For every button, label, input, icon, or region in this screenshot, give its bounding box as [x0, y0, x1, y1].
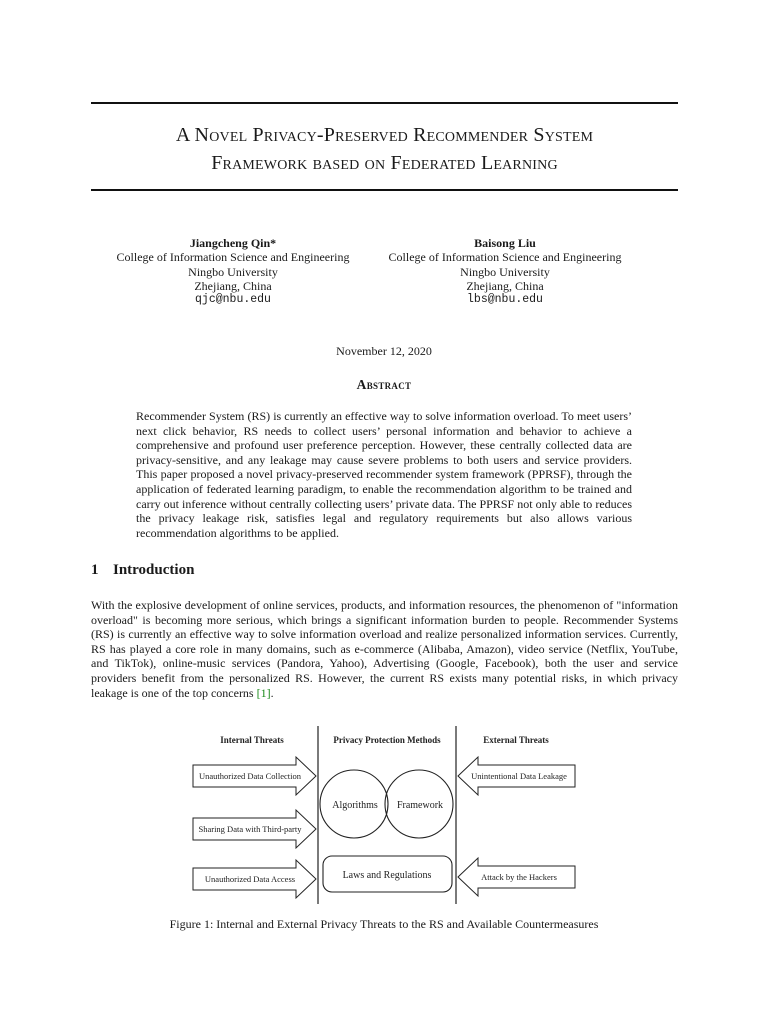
external-threat-arrow: [458, 858, 575, 896]
title-line-1: A Novel Privacy-Preserved Recommender System: [175, 124, 594, 146]
header-methods: Privacy Protection Methods: [333, 735, 441, 745]
author-location: Zhejiang, China: [194, 278, 272, 293]
author-location: Zhejiang, China: [466, 278, 544, 293]
section-title: Introduction: [113, 562, 195, 578]
threat-label: Sharing Data with Third-party: [198, 824, 302, 834]
internal-threat-arrow: [193, 757, 316, 795]
threat-label: Attack by the Hackers: [481, 872, 557, 882]
author-university: Ningbo University: [188, 264, 278, 279]
citation-link[interactable]: [1]: [256, 685, 271, 700]
header-external: External Threats: [483, 735, 549, 745]
author-name: Baisong Liu: [474, 236, 536, 250]
header-internal: Internal Threats: [220, 735, 284, 745]
title-top-rule: [91, 102, 678, 104]
title-bottom-rule: [91, 189, 678, 191]
section-heading: [91, 562, 194, 579]
intro-end: .: [270, 685, 274, 700]
author-university: Ningbo University: [460, 264, 550, 279]
algorithms-label: Algorithms: [332, 800, 378, 811]
intro-paragraph: [91, 598, 678, 700]
author-email[interactable]: lbs@nbu.edu: [467, 293, 543, 307]
title-line-2: Framework based on Federated Learning: [211, 152, 558, 174]
threat-label: Unauthorized Data Collection: [199, 771, 301, 781]
laws-label: Laws and Regulations: [342, 870, 432, 881]
figure-caption: Figure 1: Internal and External Privacy Threats to the RS and Available Countermeasures: [169, 917, 599, 931]
author-affiliation: College of Information Science and Engineering: [116, 250, 350, 265]
author-email[interactable]: qjc@nbu.edu: [195, 293, 271, 307]
paper-title: [91, 121, 678, 177]
author-block-1: [88, 236, 378, 307]
figure-1: [186, 722, 582, 906]
framework-label: Framework: [396, 800, 444, 811]
intro-text: With the explosive development of online services, products, and information resources, the phenomenon of "information overload" is becoming more serious, which brings a significant information burden to people. Recommender Systems (RS) is currently an effective way to solve information overload and realize personalized information services. Currently, RS has played a core role in many domains, such as e-commerce (Alibaba, Amazon), video service (Netflix, YouTube, and TikTok), online-music services (Pandora, Yahoo), Advertising (Google, Facebook), both the user and service providers benefit from the personalized RS. However, the current RS exists many potential risks, in which privacy leakage is one of the top concerns: [91, 598, 678, 700]
abstract-heading: Abstract: [356, 377, 412, 392]
section-number: 1: [91, 562, 99, 578]
paper-date: November 12, 2020: [336, 344, 432, 358]
external-threat-arrow: [458, 757, 575, 795]
author-block-2: [360, 236, 650, 307]
author-affiliation: College of Information Science and Engineering: [388, 250, 622, 265]
threat-label: Unintentional Data Leakage: [471, 771, 567, 781]
figure-diagram: [186, 722, 582, 906]
author-name: Jiangcheng Qin*: [189, 236, 277, 250]
internal-threat-arrow: [193, 810, 316, 848]
internal-threat-arrow: [193, 860, 316, 898]
abstract-text: Recommender System (RS) is currently an effective way to solve information overload. To meet users’ next click behavior, RS needs to collect users’ personal information and behavior to achieve a comprehensive and profound user preference perception. However, these centrally collected data are privacy-sensitive, and any leakage may cause severe problems to both users and service providers. This paper proposed a novel privacy-preserved recommender system framework (PPRSF), through the application of federated learning paradigm, to enable the recommendation algorithm to be trained and carry out inference without centrally collecting users’ private data. The PPRSF not only able to reduces the privacy leakage risk, satisfies legal and regulatory requirements but also allows various recommendation algorithms to be applied.: [136, 409, 632, 540]
threat-label: Unauthorized Data Access: [204, 874, 296, 884]
